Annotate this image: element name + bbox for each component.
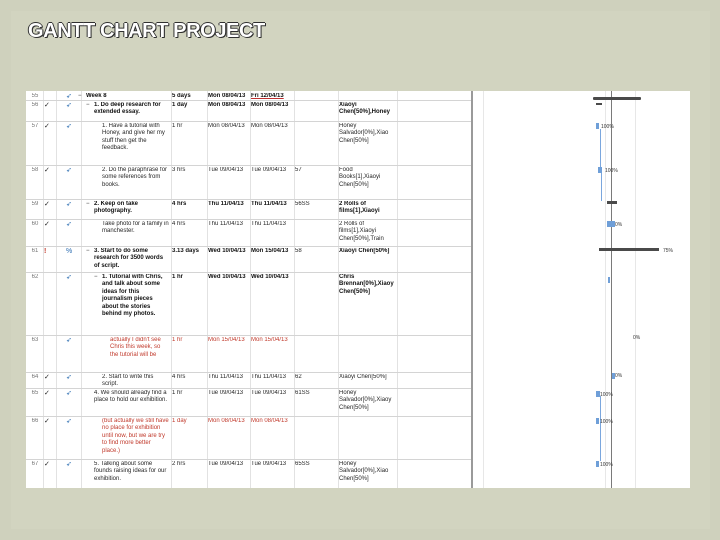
task-predecessors[interactable]: 56SS [295, 201, 310, 207]
bar-percent-label: 75% [663, 248, 674, 254]
task-finish[interactable]: Tue 09/04/13 [251, 390, 287, 396]
task-resources[interactable]: Honey Salvador[0%],Xiaoy Chen[50%] [339, 390, 392, 411]
task-table [26, 91, 471, 488]
row-id: 65 [31, 390, 39, 396]
task-name[interactable]: 1. Have a tutorial with Honey, and give her my stuff then get the feedback. [102, 123, 165, 152]
task-duration[interactable]: 3.13 days [172, 248, 200, 254]
row-id: 67 [31, 461, 39, 467]
task-name[interactable]: 5. Talking about some founds raising ideas for our exhibition. [94, 461, 167, 482]
task-finish[interactable]: Mon 08/04/13 [251, 123, 288, 129]
task-duration[interactable]: 4 hrs [172, 201, 187, 207]
row-id: 62 [31, 274, 39, 280]
timescale-gridline [611, 91, 612, 488]
table-row[interactable] [26, 335, 471, 373]
dependency-line[interactable] [601, 173, 602, 201]
task-name[interactable]: 1. Do deep research for extended essay. [94, 102, 161, 116]
task-mode-icon: ➶ [66, 337, 72, 344]
task-mode-icon: ➶ [66, 374, 72, 381]
task-bar[interactable] [596, 461, 599, 467]
row-id: 55 [31, 93, 39, 99]
row-id: 57 [31, 123, 39, 129]
task-name[interactable]: 2. Do the paraphrase for some references from books. [102, 167, 168, 188]
task-predecessors[interactable] [295, 123, 337, 165]
task-predecessors[interactable]: 61SS [295, 390, 310, 396]
row-id: 60 [31, 221, 39, 227]
task-name[interactable]: Take photo for a family in manchester. [102, 221, 169, 235]
task-bar[interactable] [596, 418, 599, 424]
row-id: 59 [31, 201, 39, 207]
table-row[interactable] [26, 416, 471, 460]
task-start[interactable]: Mon 08/04/13 [208, 123, 245, 129]
summary-bar[interactable] [607, 201, 617, 204]
dependency-line[interactable] [600, 396, 601, 461]
row-id: 66 [31, 418, 39, 424]
collapse-toggle-icon[interactable]: − [94, 274, 98, 280]
summary-bar[interactable] [599, 248, 659, 251]
complete-check-icon: ✓ [44, 418, 50, 425]
summary-bar[interactable] [593, 97, 641, 100]
row-id: 61 [31, 248, 39, 254]
task-resources[interactable]: Chris Brennan[0%],Xiaoy Chen[50%] [339, 274, 394, 295]
timescale-gridline [605, 91, 606, 488]
table-row[interactable] [26, 121, 471, 166]
task-finish[interactable]: Tue 09/04/13 [251, 461, 287, 467]
complete-check-icon: ✓ [44, 390, 50, 397]
bar-percent-label: 0% [633, 335, 641, 341]
complete-check-icon: ✓ [44, 167, 50, 174]
task-duration[interactable]: 1 hr [172, 274, 184, 280]
task-mode-icon: ➶ [66, 167, 72, 174]
task-predecessors[interactable] [295, 418, 337, 459]
task-duration[interactable]: 5 days [172, 93, 191, 99]
task-predecessors[interactable] [295, 93, 337, 100]
complete-check-icon: ✓ [44, 123, 50, 130]
task-start[interactable]: Tue 09/04/13 [208, 390, 244, 396]
task-resources[interactable]: 2 Rolls of films[1],Xiaoyi [339, 201, 380, 215]
task-duration[interactable]: 4 hrs [172, 374, 186, 380]
task-finish[interactable]: Mon 08/04/13 [251, 102, 289, 108]
task-start[interactable]: Mon 08/04/13 [208, 102, 246, 108]
task-predecessors[interactable] [295, 221, 337, 246]
summary-bar[interactable] [596, 103, 602, 105]
task-duration[interactable]: 1 hr [172, 123, 183, 129]
task-name[interactable]: actually I didn't see Chris this week, so the tutorial will be [110, 337, 161, 358]
task-finish[interactable]: Thu 11/04/13 [251, 221, 286, 227]
complete-check-icon: ✓ [44, 102, 50, 109]
row-id: 64 [31, 374, 39, 380]
complete-check-icon: ✓ [44, 461, 50, 468]
task-duration[interactable]: 1 day [172, 418, 187, 424]
task-resources[interactable] [339, 337, 395, 372]
table-row[interactable] [26, 388, 471, 417]
task-start[interactable]: Thu 11/04/13 [208, 201, 244, 207]
task-name[interactable]: 4. We should already find a place to hold our exhibition. [94, 390, 168, 404]
task-mode-icon: ➶ [66, 201, 72, 208]
bar-percent-label: 0% [615, 373, 623, 379]
dependency-line[interactable] [600, 129, 601, 167]
task-start[interactable]: Tue 09/04/13 [208, 167, 244, 173]
task-predecessors[interactable]: 65SS [295, 461, 310, 467]
task-finish[interactable]: Mon 08/04/13 [251, 418, 288, 424]
task-name[interactable]: Week 8 [86, 93, 107, 99]
bar-percent-label: 100% [600, 462, 613, 468]
indicator-flag-icon: ! [44, 248, 47, 255]
task-bar[interactable] [596, 123, 599, 129]
bar-percent-label: 100% [605, 168, 618, 174]
task-name[interactable]: 1. Tutorial with Chris, and talk about some ideas for this journalism pieces about the stories behind my photos. [102, 274, 163, 318]
slide-title: GANTT CHART PROJECT [28, 20, 265, 42]
complete-check-icon: ✓ [44, 201, 50, 208]
task-resources[interactable] [339, 93, 395, 100]
task-mode-icon: ➶ [66, 93, 72, 100]
task-mode-icon: ➶ [66, 221, 72, 228]
task-resources[interactable]: Honey Salvador[0%],Xiao Chen[50%] [339, 461, 389, 482]
collapse-toggle-icon[interactable]: − [86, 102, 90, 108]
task-duration[interactable]: 3 hrs [172, 167, 186, 173]
task-duration[interactable]: 1 hr [172, 337, 183, 343]
task-finish[interactable]: Tue 09/04/13 [251, 167, 287, 173]
table-row[interactable] [26, 372, 471, 389]
task-duration[interactable]: 2 hrs [172, 461, 186, 467]
collapse-toggle-icon[interactable]: − [78, 93, 82, 99]
task-finish[interactable]: Wed 10/04/13 [251, 274, 289, 280]
task-start[interactable]: Mon 08/04/13 [208, 93, 246, 99]
task-resources[interactable]: Honey Salvador[0%],Xiao Chen[50%] [339, 123, 389, 144]
task-start[interactable]: Thu 11/04/13 [208, 221, 243, 227]
task-finish[interactable]: Thu 11/04/13 [251, 201, 287, 207]
table-row[interactable] [26, 165, 471, 200]
row-id: 63 [31, 337, 39, 343]
table-row[interactable] [26, 219, 471, 247]
task-start[interactable]: Mon 08/04/13 [208, 418, 245, 424]
complete-check-icon: ✓ [44, 221, 50, 228]
table-row[interactable] [26, 100, 471, 122]
task-duration[interactable]: 1 hr [172, 390, 183, 396]
table-row[interactable] [26, 459, 471, 488]
task-resources[interactable]: Xiaoyi Chen[50%],Honey [339, 102, 391, 116]
task-finish[interactable]: Fri 12/04/13 [251, 93, 284, 99]
task-predecessors[interactable]: 62 [295, 374, 302, 380]
task-predecessors[interactable]: 58 [295, 248, 302, 254]
task-start[interactable]: Tue 09/04/13 [208, 461, 244, 467]
task-start[interactable]: Thu 11/04/13 [208, 374, 243, 380]
row-id: 56 [31, 102, 39, 108]
task-resources[interactable] [339, 418, 395, 459]
task-name[interactable]: 2. Start to write this script. [102, 374, 154, 388]
table-row[interactable] [26, 272, 471, 336]
task-start[interactable]: Mon 15/04/13 [208, 337, 245, 343]
bar-percent-label: 100% [600, 419, 613, 425]
table-row[interactable] [26, 199, 471, 220]
task-mode-icon: ➶ [66, 461, 72, 468]
task-name[interactable]: 3. Start to do some research for 3500 words of script. [94, 248, 164, 269]
task-start[interactable]: Wed 10/04/13 [208, 248, 246, 254]
task-start[interactable]: Wed 10/04/13 [208, 274, 246, 280]
task-duration[interactable]: 1 day [172, 102, 188, 108]
task-bar[interactable] [608, 277, 610, 283]
collapse-toggle-icon[interactable]: − [86, 201, 90, 207]
collapse-toggle-icon[interactable]: − [86, 248, 90, 254]
table-row[interactable] [26, 246, 471, 273]
row-id: 58 [31, 167, 39, 173]
task-name[interactable]: (but actually we still have no place for exhibition until now, but we are try to find more better place.) [102, 418, 169, 454]
timescale-gridline [483, 91, 484, 488]
task-mode-icon: ➶ [66, 418, 72, 425]
task-finish[interactable]: Mon 15/04/13 [251, 337, 288, 343]
task-duration[interactable]: 4 hrs [172, 221, 186, 227]
gantt-chart [475, 91, 690, 488]
task-predecessors[interactable] [295, 337, 337, 372]
timescale-gridline [635, 91, 636, 488]
task-mode-icon: ➶ [66, 102, 72, 109]
complete-check-icon: ✓ [44, 374, 50, 381]
percent-indicator: % [66, 248, 73, 255]
task-resources[interactable]: Food Books[1],Xiaoyi Chen[50%] [339, 167, 381, 188]
task-finish[interactable]: Mon 15/04/13 [251, 248, 289, 254]
bar-percent-label: 100% [600, 392, 613, 398]
project-sheet [26, 91, 690, 488]
bar-percent-label: 100% [601, 124, 614, 130]
task-mode-icon: ➶ [66, 274, 72, 281]
task-predecessors[interactable] [295, 102, 337, 121]
task-name[interactable]: 2. Keep on take photography. [94, 201, 139, 215]
task-bar[interactable] [607, 221, 615, 227]
task-resources[interactable]: Xiaoyi Chen[50%] [339, 248, 390, 254]
task-predecessors[interactable]: 57 [295, 167, 302, 173]
bar-percent-label: 0% [615, 222, 623, 228]
task-resources[interactable]: 2 Rolls of films[1],Xiaoyi Chen[50%],Train [339, 221, 384, 242]
task-finish[interactable]: Thu 11/04/13 [251, 374, 286, 380]
task-mode-icon: ➶ [66, 390, 72, 397]
task-mode-icon: ➶ [66, 123, 72, 130]
task-predecessors[interactable] [295, 274, 337, 335]
task-resources[interactable]: Xiaoyi Chen[50%] [339, 374, 387, 380]
split-divider[interactable] [471, 91, 473, 488]
